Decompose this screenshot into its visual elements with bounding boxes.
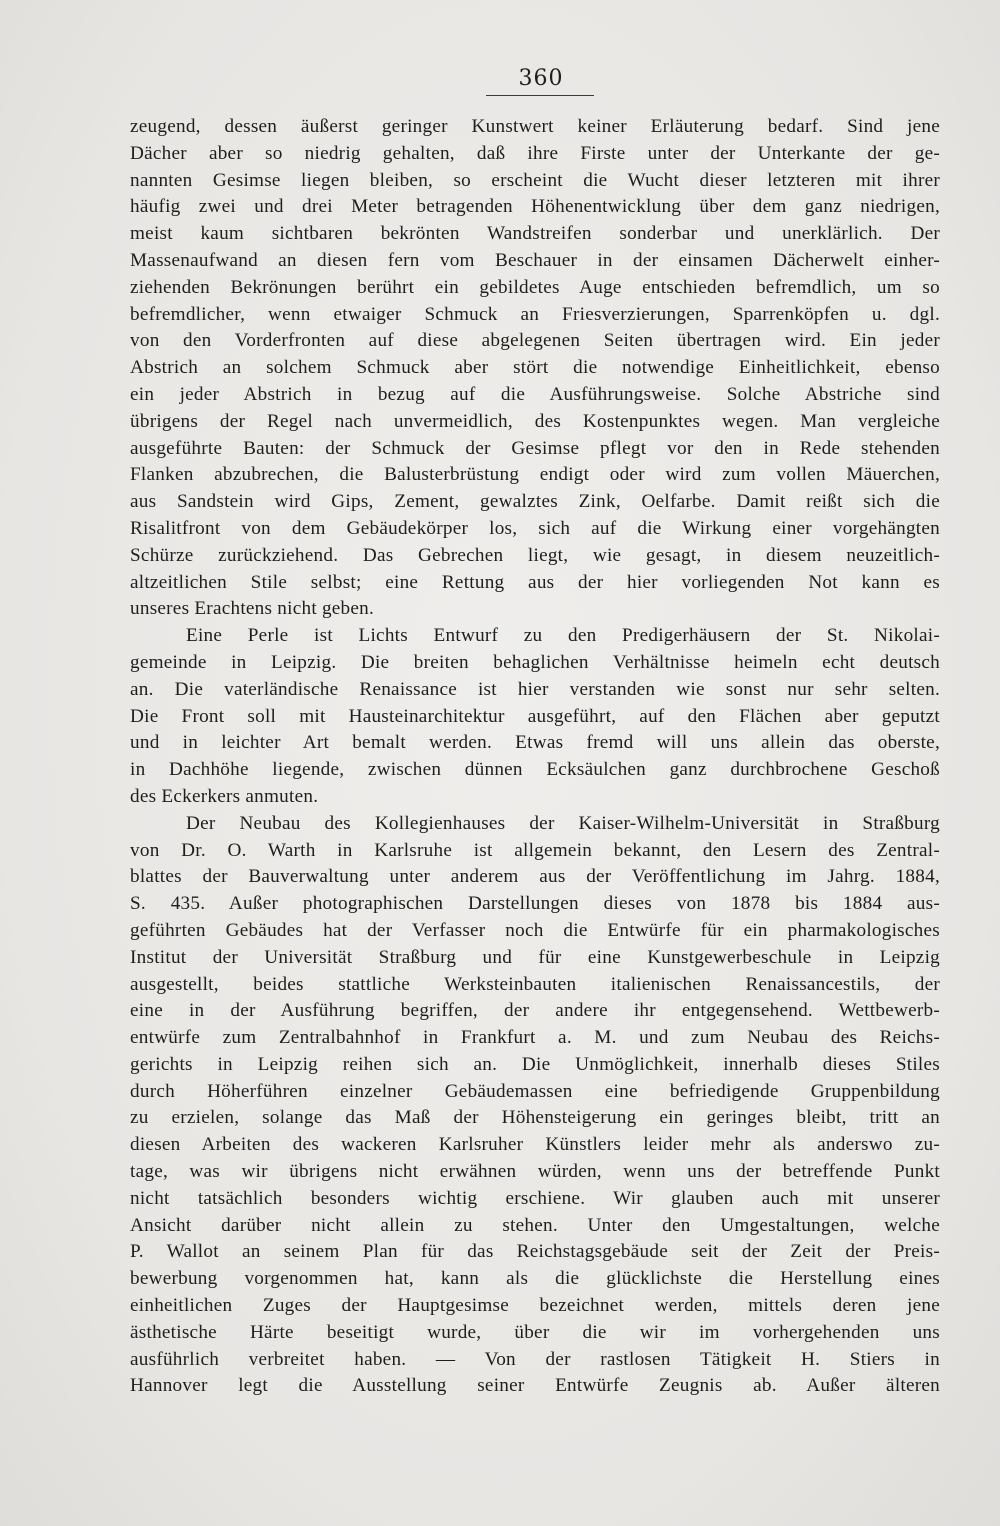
- text-line: Risalitfront von dem Gebäudekörper los, sich auf die Wirkung einer vorgehängten: [130, 517, 940, 539]
- page-number-rule: [486, 95, 594, 96]
- text-line: unseres Erachtens nicht geben.: [130, 598, 375, 620]
- text-line: P. Wallot an seinem Plan für das Reichstagsgebäude seit der Zeit der Preis-: [130, 1241, 940, 1263]
- text-line: Dächer aber so niedrig gehalten, daß ihre Firste unter der Unterkante der ge-: [130, 142, 940, 164]
- text-line: und in leichter Art bemalt werden. Etwas fremd will uns allein das oberste,: [130, 732, 940, 754]
- text-line: meist kaum sichtbaren bekrönten Wandstreifen sonderbar und unerklärlich. Der: [130, 223, 940, 245]
- text-line: übrigens der Regel nach unvermeidlich, des Kostenpunktes wegen. Man vergleiche: [130, 410, 940, 432]
- text-line: S. 435. Außer photographischen Darstellungen dieses von 1878 bis 1884 aus-: [130, 893, 940, 915]
- text-line: ausführlich verbreitet haben. — Von der rastlosen Tätigkeit H. Stiers in: [130, 1348, 940, 1370]
- text-line: Abstrich an solchem Schmuck aber stört die notwendige Einheitlichkeit, ebenso: [130, 357, 940, 379]
- text-line: nicht tatsächlich besonders wichtig erschiene. Wir glauben auch mit unserer: [130, 1187, 940, 1209]
- text-line: des Eckerkers anmuten.: [130, 785, 319, 807]
- text-line: Massenaufwand an diesen fern vom Beschauer in der einsamen Dächerwelt einher-: [130, 249, 940, 271]
- text-line: Der Neubau des Kollegienhauses der Kaiser-Wilhelm-Universität in Straßburg: [186, 812, 940, 834]
- paragraph: [130, 811, 940, 1401]
- text-line: ein jeder Abstrich in bezug auf die Ausführungsweise. Solche Abstriche sind: [130, 383, 940, 405]
- text-line: Flanken abzubrechen, die Balusterbrüstung endigt oder wird zum vollen Mäuerchen,: [130, 464, 940, 486]
- text-line: altzeitlichen Stile selbst; eine Rettung aus der hier vorliegenden Not kann es: [130, 571, 940, 593]
- text-line: eine in der Ausführung begriffen, der andere ihr entgegensehend. Wettbewerb-: [130, 1000, 940, 1022]
- paragraph: [130, 114, 940, 623]
- text-line: ausgeführte Bauten: der Schmuck der Gesimse pflegt vor den in Rede stehenden: [130, 437, 940, 459]
- text-line: geführten Gebäudes hat der Verfasser noch die Entwürfe für ein pharmakologisches: [130, 919, 940, 941]
- text-line: in Dachhöhe liegende, zwischen dünnen Ecksäulchen ganz durchbrochene Geschoß: [130, 759, 940, 781]
- text-line: Schürze zurückziehend. Das Gebrechen liegt, wie gesagt, in diesem neuzeitlich-: [130, 544, 940, 566]
- text-line: nannten Gesimse liegen bleiben, so erscheint die Wucht dieser letzteren mit ihrer: [130, 169, 940, 191]
- page-number-container: [486, 66, 596, 93]
- text-line: Die Front soll mit Hausteinarchitektur ausgeführt, auf den Flächen aber geputzt: [130, 705, 940, 727]
- text-line: ästhetische Härte beseitigt wurde, über die wir im vorhergehenden uns: [130, 1321, 940, 1343]
- text-line: entwürfe zum Zentralbahnhof in Frankfurt a. M. und zum Neubau des Reichs-: [130, 1027, 940, 1049]
- text-line: von Dr. O. Warth in Karlsruhe ist allgemein bekannt, den Lesern des Zentral-: [130, 839, 940, 861]
- text-line: tage, was wir übrigens nicht erwähnen würden, wenn uns der betreffende Punkt: [130, 1161, 940, 1183]
- text-line: Hannover legt die Ausstellung seiner Entwürfe Zeugnis ab. Außer älteren: [130, 1375, 940, 1397]
- page-number: 360: [518, 66, 564, 91]
- text-line: blattes der Bauverwaltung unter anderem aus der Veröffentlichung im Jahrg. 1884,: [130, 866, 940, 888]
- text-line: Eine Perle ist Lichts Entwurf zu den Predigerhäusern der St. Nikolai-: [186, 625, 940, 647]
- paragraph: [130, 623, 940, 811]
- text-line: zeugend, dessen äußerst geringer Kunstwert keiner Erläuterung bedarf. Sind jene: [130, 116, 940, 137]
- text-line: zu erzielen, solange das Maß der Höhensteigerung ein geringes bleibt, tritt an: [130, 1107, 940, 1129]
- text-line: durch Höherführen einzelner Gebäudemassen eine befriedigende Gruppenbildung: [130, 1080, 940, 1102]
- text-line: gemeinde in Leipzig. Die breiten behaglichen Verhältnisse heimeln echt deutsch: [130, 651, 940, 673]
- text-line: diesen Arbeiten des wackeren Karlsruher Künstlers leider mehr als anderswo zu-: [130, 1134, 940, 1156]
- text-line: an. Die vaterländische Renaissance ist hier verstanden wie sonst nur sehr selten.: [130, 678, 940, 700]
- text-line: ausgestellt, beides stattliche Werksteinbauten italienischen Renaissancestils, der: [130, 973, 940, 995]
- text-line: einheitlichen Zuges der Hauptgesimse bezeichnet werden, mittels deren jene: [130, 1295, 940, 1317]
- text-line: von den Vorderfronten auf diese abgelegenen Seiten übertragen wird. Ein jeder: [130, 330, 940, 352]
- text-line: bewerbung vorgenommen hat, kann als die glücklichste die Herstellung eines: [130, 1268, 940, 1290]
- body-text: [130, 114, 940, 1400]
- text-line: ziehenden Bekrönungen berührt ein gebildetes Auge entschieden befremdlich, um so: [130, 276, 940, 298]
- text-line: aus Sandstein wird Gips, Zement, gewalztes Zink, Oelfarbe. Damit reißt sich die: [130, 491, 940, 513]
- text-line: gerichts in Leipzig reihen sich an. Die Unmöglichkeit, innerhalb dieses Stiles: [130, 1053, 940, 1075]
- text-line: befremdlicher, wenn etwaiger Schmuck an Friesverzierungen, Sparrenköpfen u. dgl.: [130, 303, 940, 325]
- text-line: Institut der Universität Straßburg und für eine Kunstgewerbeschule in Leipzig: [130, 946, 940, 968]
- text-line: häufig zwei und drei Meter betragenden Höhenentwicklung über dem ganz niedrigen,: [130, 196, 940, 218]
- text-line: Ansicht darüber nicht allein zu stehen. Unter den Umgestaltungen, welche: [130, 1214, 940, 1236]
